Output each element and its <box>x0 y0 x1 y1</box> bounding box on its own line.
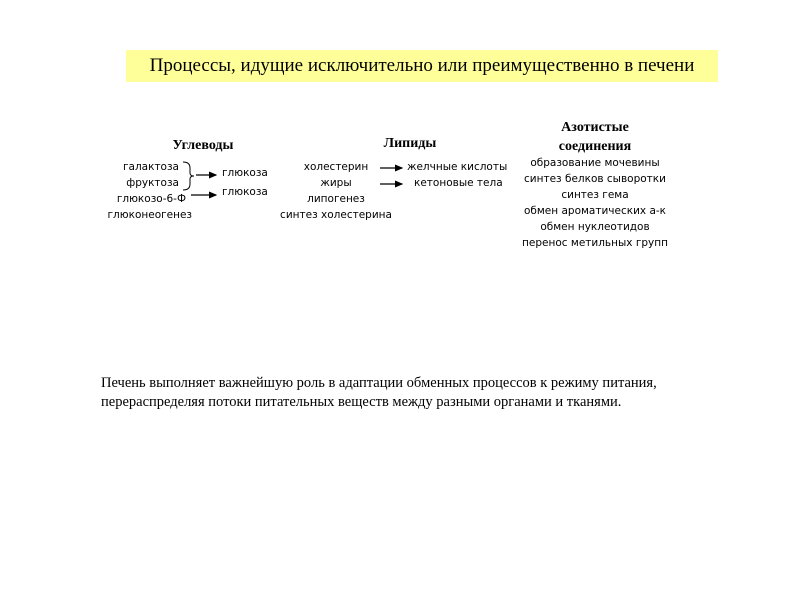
carbs-source: глюконеогенез <box>107 209 192 221</box>
nitrogen-item: обмен ароматических а-к <box>523 205 667 217</box>
summary-note-line: перераспределяя потоки питательных веществ между разными органами и тканями. <box>101 394 622 410</box>
lipids-product-1: желчные кислоты <box>407 161 508 173</box>
summary-note-line: Печень выполняет важнейшую роль в адаптации обменных процессов к режиму питания, <box>101 375 657 391</box>
carbs-brace <box>183 162 194 190</box>
lipids-item: липогенез <box>307 193 365 205</box>
nitrogen-item: обмен нуклеотидов <box>540 221 650 233</box>
carbs-product-1: глюкоза <box>222 167 268 179</box>
lipids-item: синтез холестерина <box>280 209 392 221</box>
nitrogen-item: синтез гема <box>561 189 629 201</box>
carbs-source: галактоза <box>123 161 179 173</box>
lipids-product-2: кетоновые тела <box>414 177 503 189</box>
nitrogen-heading-line2: соединения <box>558 139 632 154</box>
carbs-heading: Углеводы <box>172 138 234 153</box>
lipids-item: холестерин <box>303 161 369 173</box>
nitrogen-item: синтез белков сыворотки <box>524 173 666 185</box>
carbs-source: глюкозо-6-Ф <box>116 193 186 205</box>
slide-title-text: Процессы, идущие исключительно или преимущественно в печени <box>149 55 695 76</box>
nitrogen-heading-line1: Азотистые <box>561 120 629 135</box>
lipids-heading: Липиды <box>383 136 437 151</box>
carbs-source: фруктоза <box>126 177 179 189</box>
carbs-product-2: глюкоза <box>222 186 268 198</box>
nitrogen-item: образование мочевины <box>530 157 660 169</box>
summary-note <box>101 374 741 412</box>
lipids-item: жиры <box>320 177 352 189</box>
nitrogen-item: перенос метильных групп <box>522 237 668 249</box>
